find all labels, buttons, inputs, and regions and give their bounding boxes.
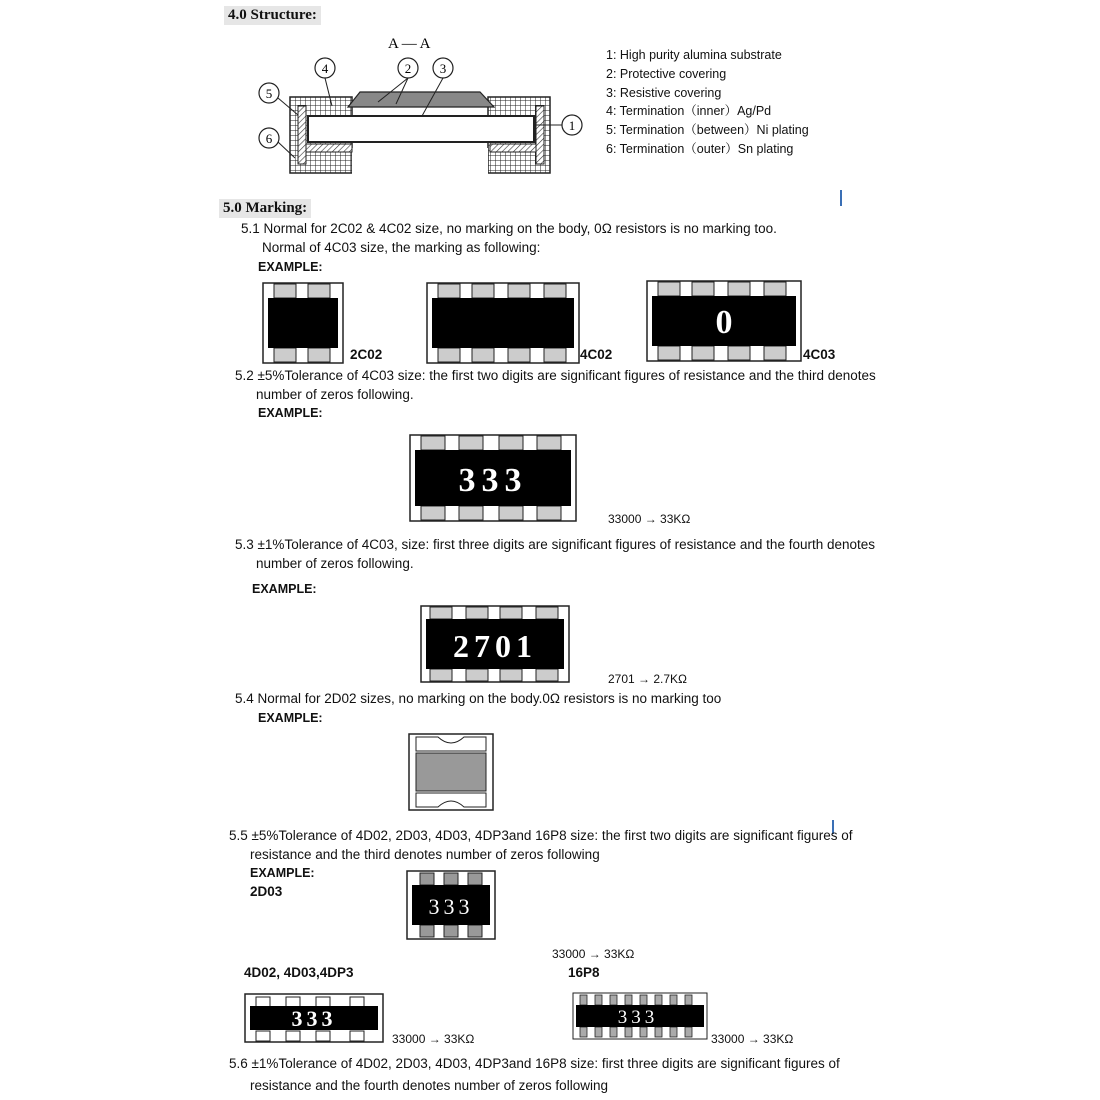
legend-item: 2: Protective covering: [606, 66, 727, 81]
label-16p8: 16P8: [568, 965, 600, 980]
conversion-2-7k: 2701 → 2.7KΩ: [608, 672, 688, 686]
text-cursor: [840, 190, 842, 206]
legend-item: 4: Termination（inner）Ag/Pd: [606, 104, 772, 119]
chip-2c02: [262, 282, 344, 364]
s53-line2: number of zeros following.: [256, 556, 414, 571]
callout-6: 6: [265, 131, 273, 146]
example-label: EXAMPLE:: [250, 866, 315, 880]
chip-4d02: [244, 993, 384, 1043]
example-label: EXAMPLE:: [258, 711, 323, 725]
chip-label-4c02: 4C02: [580, 347, 613, 362]
marking-heading: 5.0 Marking:: [219, 199, 311, 218]
s56-line2: resistance and the fourth denotes number of zeros following: [250, 1078, 608, 1093]
callout-1: 1: [568, 118, 576, 133]
chip-4c03-2701: [420, 605, 570, 683]
chip-label-4c03: 4C03: [803, 347, 836, 362]
chip-mark-4d02: 333: [291, 1006, 337, 1031]
chip-2d02: [408, 733, 494, 811]
structure-legend: [606, 46, 809, 159]
callout-5: 5: [265, 86, 273, 101]
s51-line1: 5.1 Normal for 2C02 & 4C02 size, no marking on the body, 0Ω resistors is no marking too.: [241, 221, 777, 236]
chip-4c03-mark: 0: [715, 304, 733, 341]
chip-mark-2701: 2701: [453, 628, 537, 664]
callout-4: 4: [321, 61, 329, 76]
s54-line1: 5.4 Normal for 2D02 sizes, no marking on the body.0Ω resistors is no marking too: [235, 691, 722, 706]
chip-label-2c02: 2C02: [350, 347, 383, 362]
callout-2: 2: [404, 61, 412, 76]
chip-mark-2d03: 333: [428, 894, 474, 919]
s53-line1: 5.3 ±1%Tolerance of 4C03, size: first three digits are significant figures of resistance and the fourth denotes: [235, 537, 876, 552]
chip-4c02: [426, 282, 580, 364]
example-label: EXAMPLE:: [258, 260, 323, 274]
example-label: EXAMPLE:: [252, 582, 317, 596]
s52-line2: number of zeros following.: [256, 387, 414, 402]
legend-item: 6: Termination（outer）Sn plating: [606, 141, 794, 156]
chip-4c03: [646, 280, 802, 362]
s52-line1: 5.2 ±5%Tolerance of 4C03 size: the first two digits are significant figures of resistance and the third denotes: [235, 368, 876, 383]
conversion-16p8: 33000 → 33KΩ: [711, 1032, 794, 1046]
conversion-33k: 33000 → 33KΩ: [608, 512, 691, 526]
s55-line1: 5.5 ±5%Tolerance of 4D02, 2D03, 4D03, 4DP3and 16P8 size: the first two digits are significant figures of: [229, 828, 853, 843]
legend-item: 1: High purity alumina substrate: [606, 48, 782, 62]
label-4d02: 4D02, 4D03,4DP3: [244, 965, 354, 980]
section-label: A — A: [388, 36, 431, 52]
conversion-2d03: 33000 → 33KΩ: [552, 947, 635, 961]
chip-mark-333: 333: [458, 462, 528, 499]
chip-4c03-333: [409, 434, 577, 522]
chip-mark-16p8: 333: [617, 1007, 659, 1028]
structure-cross-section-diagram: [250, 30, 595, 190]
s56-line1: 5.6 ±1%Tolerance of 4D02, 2D03, 4D03, 4DP3and 16P8 size: first three digits are significant figures of: [229, 1056, 840, 1071]
chip-16p8: [572, 992, 708, 1040]
structure-heading: 4.0 Structure:: [224, 6, 321, 25]
callout-3: 3: [439, 61, 447, 76]
legend-item: 5: Termination（between）Ni plating: [606, 123, 809, 138]
chip-2d03: [406, 870, 496, 940]
legend-item: 3: Resistive covering: [606, 85, 722, 100]
label-2d03: 2D03: [250, 884, 283, 899]
conversion-4d02: 33000 → 33KΩ: [392, 1032, 475, 1046]
example-label: EXAMPLE:: [258, 406, 323, 420]
s55-line2: resistance and the third denotes number of zeros following: [250, 847, 600, 862]
s51-line2: Normal of 4C03 size, the marking as following:: [262, 240, 541, 255]
